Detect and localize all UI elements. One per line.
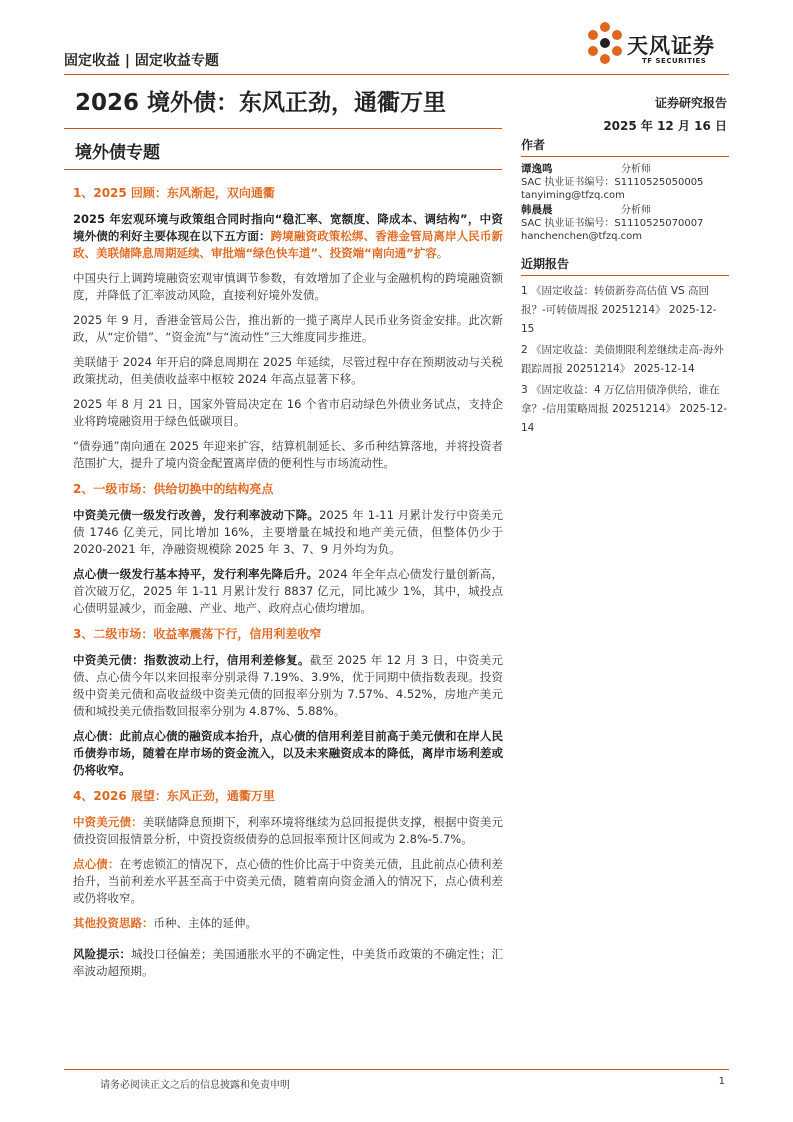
sidebar [521, 136, 729, 440]
author-name: 韩晨晨 [521, 204, 553, 216]
footer-disclaimer: 请务必阅读正文之后的信息披露和免责申明 [100, 1080, 290, 1091]
report-type: 证券研究报告 [654, 96, 727, 110]
recent-reports-heading: 近期报告 [521, 255, 729, 276]
breadcrumb: 固定收益 | 固定收益专题 [64, 53, 219, 69]
footer-rule [64, 1069, 729, 1070]
author-cert: SAC 执业证书编号：S1110525050005 [521, 177, 704, 188]
authors-heading: 作者 [521, 136, 729, 157]
author-block [521, 204, 729, 243]
paragraph: 中资美元债：指数波动上行，信用利差修复。截至 2025 年 12 月 3 日，中资美元债、点心债今年以来回报率分别录得 7.19%、3.9%，优于同期中债指数表现。投资级中资美元债和高收益级中资美元债的回报率分别为 7.57%、4.52%，房地产美元债和城投美元债指数回报率分别为 4.87%、5.88%。 [73, 653, 503, 718]
topic-heading: 境外债专题 [75, 143, 160, 163]
paragraph: 其他投资思路：币种、主体的延伸。 [73, 916, 257, 930]
tf-logo-icon [585, 20, 625, 70]
recent-report-link[interactable]: 2 《固定收益：美债期限利差继续走高-海外跟踪周报 20251214》 2025-12-14 [521, 344, 724, 375]
author-role: 分析师 [621, 205, 651, 216]
paragraph: 中国央行上调跨境融资宏观审慎调节参数，有效增加了企业与金融机构的跨境融资额度，并降低了汇率波动风险，直接利好境外发债。 [73, 271, 503, 302]
paragraph: 中资美元债：美联储降息预期下，利率环境将继续为总回报提供支撑，根据中资美元债投资回报情景分析，中资投资级债券的总回报率预计区间或为 2.8%-5.7%。 [73, 815, 503, 846]
paragraph: 点心债：此前点心债的融资成本抬升，点心债的信用利差目前高于美元债和在岸人民币债券市场，随着在岸市场的资金流入，以及未来融资成本的降低，离岸市场利差或仍将收窄。 [73, 729, 503, 777]
paragraph: 2025 年 8 月 21 日，国家外管局决定在 16 个省市启动绿色外债业务试点，支持企业将跨境融资用于绿色低碳项目。 [73, 397, 503, 428]
page-number: 1 [718, 1076, 725, 1087]
author-name: 谭逸鸣 [521, 163, 553, 175]
company-logo [585, 20, 735, 72]
paragraph: 2025 年 9 月，香港金管局公告，推出新的一揽子离岸人民币业务资金安排。此次新政，从“定价错”、“资金流”与“流动性”三大维度同步推进。 [73, 313, 503, 344]
paragraph: 美联储于 2024 年开启的降息周期在 2025 年延续，尽管过程中存在预期波动与关税政策扰动，但美债收益率中枢较 2024 年高点显著下移。 [73, 355, 503, 386]
author-block [521, 163, 729, 202]
paragraph: “债券通”南向通在 2025 年迎来扩容，结算机制延长、多币种结算落地，并将投资者范围扩大，提升了境内资金配置离岸债的便利性与市场流动性。 [73, 439, 503, 470]
author-cert: SAC 执业证书编号：S1110525070007 [521, 218, 704, 229]
section-heading: 2、一级市场：供给切换中的结构亮点 [73, 482, 274, 496]
section-heading: 1、2025 回顾：东风渐起，双向通衢 [73, 186, 275, 200]
report-date: 2025 年 12 月 16 日 [603, 119, 727, 133]
author-email[interactable]: tanyiming@tfzq.com [521, 190, 625, 201]
topic-rule [64, 169, 502, 170]
recent-report-link[interactable]: 1 《固定收益：转债新券高估值 VS 高回报？-可转债周报 20251214》 2025-12-15 [521, 285, 717, 335]
author-email[interactable]: hanchenchen@tfzq.com [521, 231, 643, 242]
author-role: 分析师 [621, 164, 651, 175]
report-title: 2026 境外债：东风正劲，通衢万里 [75, 90, 447, 116]
risk-warning: 风险提示：城投口径偏差；美国通胀水平的不确定性，中美货币政策的不确定性；汇率波动超预期。 [73, 947, 503, 978]
paragraph: 点心债：在考虑锁汇的情况下，点心债的性价比高于中资美元债，且此前点心债利差抬升，当前利差水平甚至高于中资美元债，随着南向资金涌入的情况下，点心债利差或仍将收窄。 [73, 857, 503, 905]
logo-text-cn: 天风证券 [627, 34, 715, 58]
recent-report-link[interactable]: 3 《固定收益：4 万亿信用债净供给，谁在拿？-信用策略周报 20251214》 2025-12-14 [521, 384, 728, 434]
paragraph: 点心债一级发行基本持平，发行利率先降后升。2024 年全年点心债发行量创新高，首次破万亿，2025 年 1-11 月累计发行 8837 亿元，同比减少 1%，其中，城投点心债明显减少，而金融、产业、地产、政府点心债均增加。 [73, 567, 504, 615]
section-heading: 4、2026 展望：东风正劲，通衢万里 [73, 789, 275, 803]
header-rule [64, 74, 729, 75]
section-heading: 3、二级市场：收益率震荡下行，信用利差收窄 [73, 627, 322, 641]
main-content [73, 176, 503, 988]
logo-text-en: TF SECURITIES [642, 57, 707, 65]
paragraph: 2025 年宏观环境与政策组合同时指向“稳汇率、宽额度、降成本、调结构”，中资境外债的利好主要体现在以下五方面：跨境融资政策松绑、香港金管局离岸人民币新政、美联储降息周期延续、审批端“绿色快车道”、投资端“南向通”扩容。 [73, 212, 503, 260]
paragraph: 中资美元债一级发行改善，发行利率波动下降。2025 年 1-11 月累计发行中资美元债 1746 亿美元，同比增加 16%，主要增量在城投和地产美元债，但整体仍少于 2020-2021 年，净融资规模除 2025 年 3、7、9 月外均为负。 [73, 508, 503, 556]
title-rule [64, 128, 502, 129]
